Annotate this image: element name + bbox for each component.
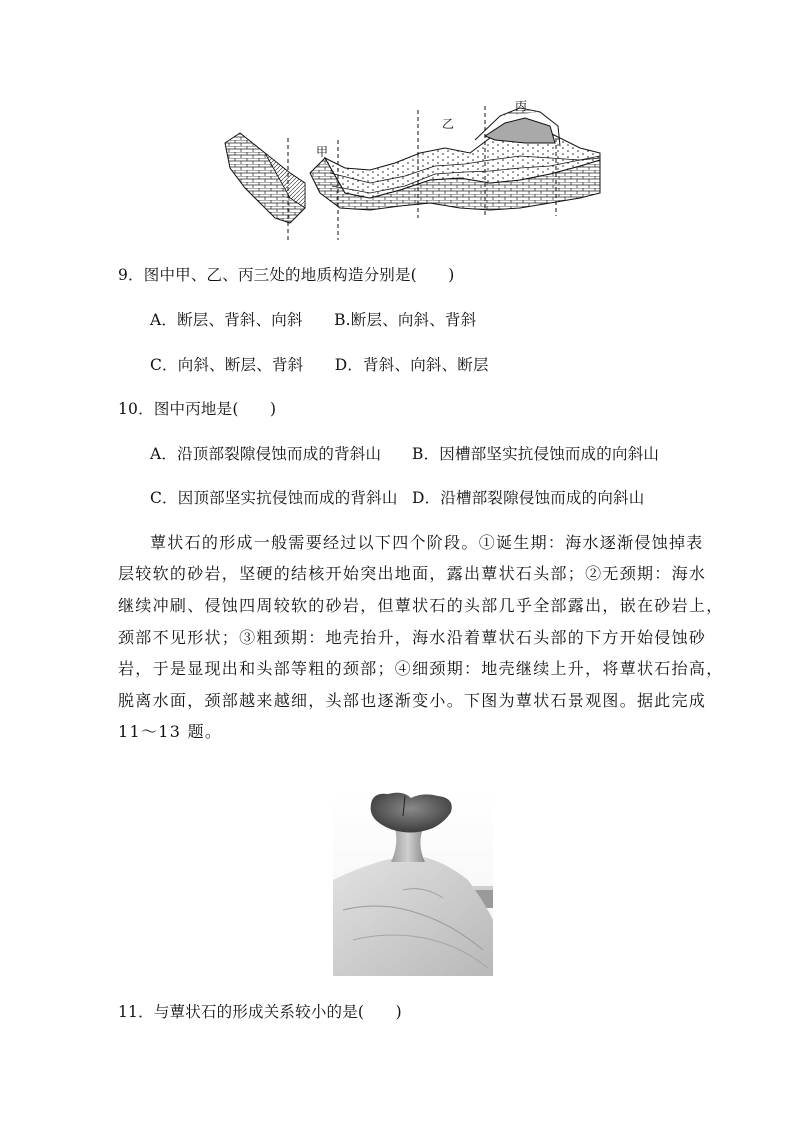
faulted-block-left bbox=[225, 133, 305, 223]
question-10-option-a: A．沿顶部裂隙侵蚀而成的背斜山 bbox=[150, 445, 382, 463]
mushroom-rock-photo bbox=[333, 790, 493, 976]
question-10-option-b: B．因槽部坚实抗侵蚀而成的向斜山 bbox=[412, 445, 660, 463]
question-9-options-row2: C．向斜、断层、背斜 D．背斜、向斜、断层 bbox=[150, 356, 489, 374]
label-yi: 乙 bbox=[442, 117, 455, 131]
question-9-stem: 9．图中甲、乙、丙三处的地质构造分别是( ) bbox=[118, 266, 455, 284]
passage-line: 层较软的砂岩，坚硬的结核开始突出地面，露出蕈状石头部；②无颈期：海水 bbox=[118, 564, 707, 583]
geologic-cross-section-figure bbox=[220, 98, 610, 246]
question-11-stem: 11．与蕈状石的形成关系较小的是( ) bbox=[118, 1003, 402, 1021]
passage-line: 颈部不见形状；③粗颈期：地壳抬升，海水沿着蕈状石头部的下方开始侵蚀砂 bbox=[118, 628, 707, 647]
passage-line: 蕈状石的形成一般需要经过以下四个阶段。①诞生期：海水逐渐侵蚀掉表 bbox=[150, 533, 704, 552]
question-10-option-c: C．因顶部坚实抗侵蚀而成的背斜山 bbox=[150, 489, 398, 507]
label-bing: 丙 bbox=[515, 99, 528, 113]
passage-line: 岩，于是显现出和头部等粗的颈部；④细颈期：地壳继续上升，将蕈状石抬高， bbox=[118, 659, 724, 678]
passage-line: 脱离水面，颈部越来越细，头部也逐渐变小。下图为蕈状石景观图。据此完成 bbox=[118, 691, 707, 710]
question-9-options-row1: A．断层、背斜、向斜 B.断层、向斜、背斜 bbox=[150, 311, 477, 329]
passage-line: 继续冲刷、侵蚀四周较软的砂岩，但蕈状石的头部几乎全部露出，嵌在砂岩上， bbox=[118, 596, 724, 615]
question-10-stem: 10．图中丙地是( ) bbox=[118, 400, 277, 418]
label-jia: 甲 bbox=[316, 145, 329, 159]
passage-line: 11～13 题。 bbox=[118, 722, 223, 741]
question-10-option-d: D．沿槽部裂隙侵蚀而成的向斜山 bbox=[412, 489, 645, 507]
